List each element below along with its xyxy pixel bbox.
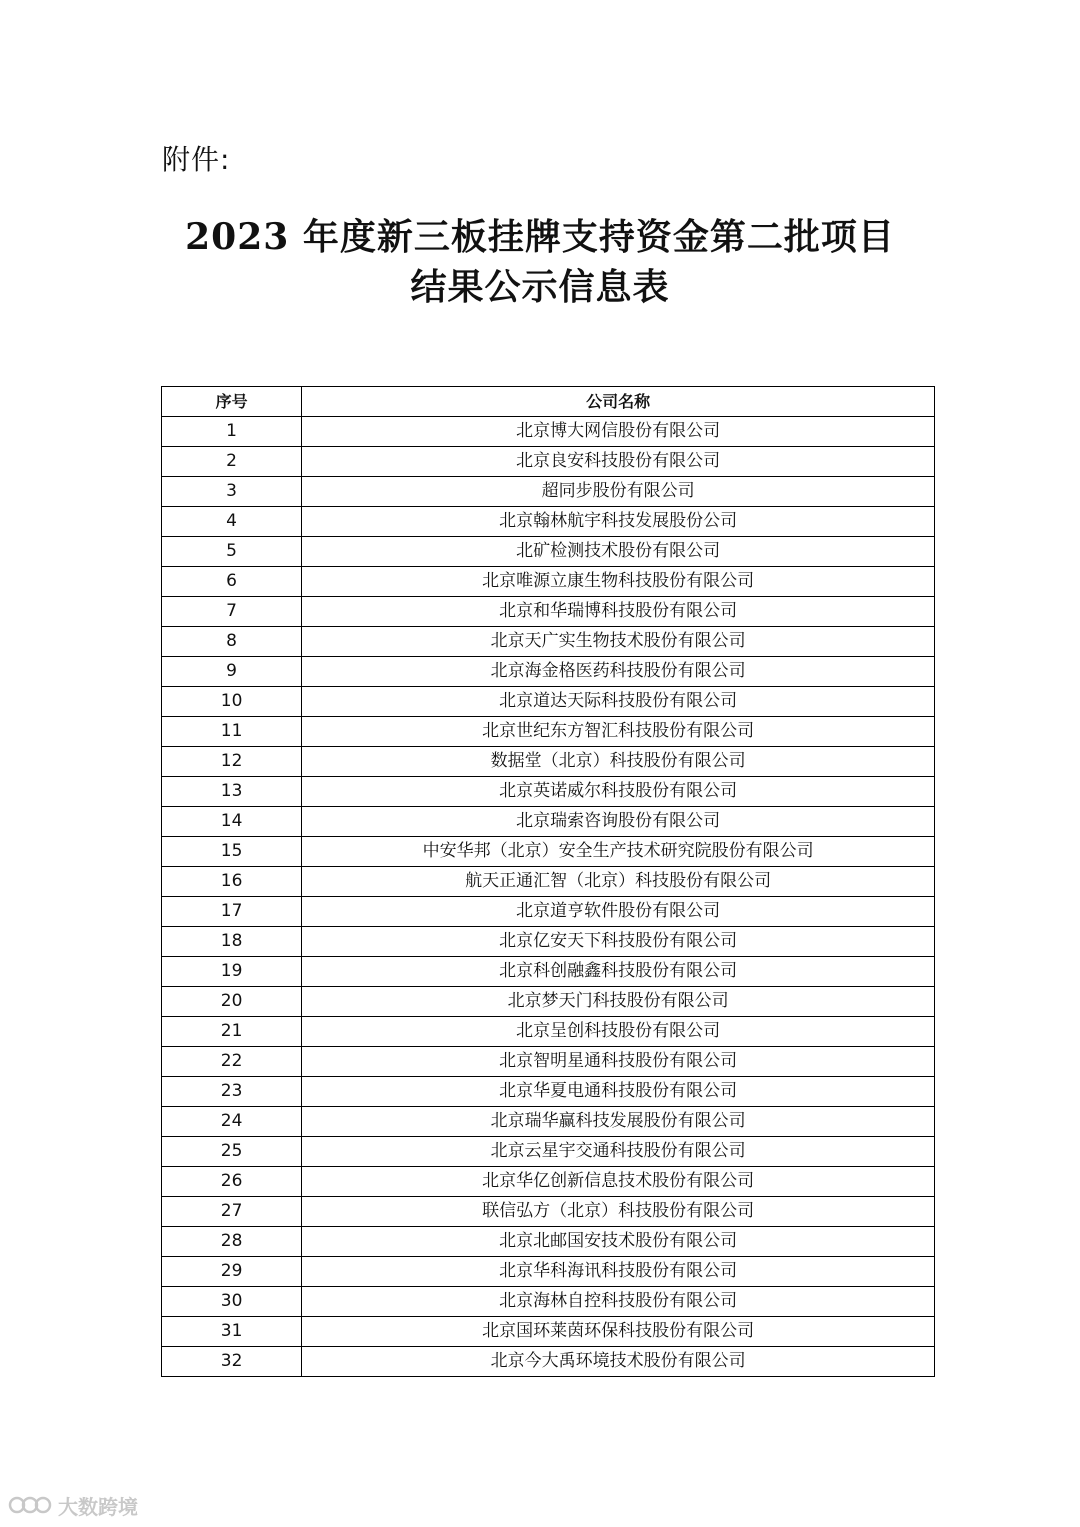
table-row [162, 1017, 935, 1047]
row-company-name: 中安华邦（北京）安全生产技术研究院股份有限公司 [302, 837, 935, 867]
table-row [162, 687, 935, 717]
row-company-name: 北京道达天际科技股份有限公司 [302, 687, 935, 717]
row-seq: 1 [162, 417, 302, 447]
table-row [162, 1107, 935, 1137]
table-row [162, 747, 935, 777]
table-row [162, 1347, 935, 1377]
table-row [162, 507, 935, 537]
row-company-name: 数据堂（北京）科技股份有限公司 [302, 747, 935, 777]
row-company-name: 北京亿安天下科技股份有限公司 [302, 927, 935, 957]
row-company-name: 北京良安科技股份有限公司 [302, 447, 935, 477]
table-row [162, 927, 935, 957]
row-seq: 3 [162, 477, 302, 507]
table-row [162, 987, 935, 1017]
row-seq: 26 [162, 1167, 302, 1197]
row-seq: 9 [162, 657, 302, 687]
table-row [162, 717, 935, 747]
row-company-name: 北京和华瑞博科技股份有限公司 [302, 597, 935, 627]
document-title-line-2: 结果公示信息表 [410, 266, 670, 308]
row-company-name: 北京华亿创新信息技术股份有限公司 [302, 1167, 935, 1197]
watermark [8, 1490, 138, 1520]
table-row [162, 1077, 935, 1107]
row-seq: 10 [162, 687, 302, 717]
row-company-name: 北京海林自控科技股份有限公司 [302, 1287, 935, 1317]
row-seq: 8 [162, 627, 302, 657]
row-company-name: 北京梦天门科技股份有限公司 [302, 987, 935, 1017]
table-row [162, 1197, 935, 1227]
table-row [162, 1137, 935, 1167]
table-row [162, 567, 935, 597]
header-company-name: 公司名称 [302, 387, 935, 417]
row-company-name: 北京英诺威尔科技股份有限公司 [302, 777, 935, 807]
row-seq: 6 [162, 567, 302, 597]
row-seq: 7 [162, 597, 302, 627]
row-company-name: 北京世纪东方智汇科技股份有限公司 [302, 717, 935, 747]
row-seq: 2 [162, 447, 302, 477]
row-company-name: 北京呈创科技股份有限公司 [302, 1017, 935, 1047]
row-seq: 21 [162, 1017, 302, 1047]
table-row [162, 777, 935, 807]
table-row [162, 477, 935, 507]
header-seq: 序号 [162, 387, 302, 417]
row-company-name: 北京国环莱茵环保科技股份有限公司 [302, 1317, 935, 1347]
row-company-name: 超同步股份有限公司 [302, 477, 935, 507]
row-seq: 11 [162, 717, 302, 747]
row-seq: 25 [162, 1137, 302, 1167]
watermark-text: 大数跨境 [58, 1494, 138, 1519]
table-row [162, 657, 935, 687]
table-row [162, 957, 935, 987]
row-company-name: 北京唯源立康生物科技股份有限公司 [302, 567, 935, 597]
row-company-name: 北京瑞索咨询股份有限公司 [302, 807, 935, 837]
row-seq: 12 [162, 747, 302, 777]
row-seq: 19 [162, 957, 302, 987]
row-company-name: 北京科创融鑫科技股份有限公司 [302, 957, 935, 987]
row-company-name: 北京海金格医药科技股份有限公司 [302, 657, 935, 687]
table-row [162, 1227, 935, 1257]
table-row [162, 837, 935, 867]
row-seq: 30 [162, 1287, 302, 1317]
row-seq: 23 [162, 1077, 302, 1107]
row-seq: 28 [162, 1227, 302, 1257]
row-company-name: 北京天广实生物技术股份有限公司 [302, 627, 935, 657]
brand-logo-icon [8, 1493, 52, 1517]
table-row [162, 867, 935, 897]
table-row [162, 1287, 935, 1317]
row-company-name: 北京云星宇交通科技股份有限公司 [302, 1137, 935, 1167]
table-row [162, 597, 935, 627]
table-row [162, 417, 935, 447]
company-list-table [161, 386, 935, 1377]
row-seq: 29 [162, 1257, 302, 1287]
row-seq: 20 [162, 987, 302, 1017]
row-seq: 16 [162, 867, 302, 897]
table-row [162, 447, 935, 477]
row-seq: 32 [162, 1347, 302, 1377]
row-seq: 18 [162, 927, 302, 957]
row-seq: 31 [162, 1317, 302, 1347]
row-company-name: 航天正通汇智（北京）科技股份有限公司 [302, 867, 935, 897]
row-company-name: 北京翰林航宇科技发展股份公司 [302, 507, 935, 537]
row-seq: 22 [162, 1047, 302, 1077]
table-header-row [162, 387, 935, 417]
table-row [162, 807, 935, 837]
table-row [162, 1167, 935, 1197]
row-seq: 27 [162, 1197, 302, 1227]
row-company-name: 北京瑞华赢科技发展股份有限公司 [302, 1107, 935, 1137]
row-seq: 24 [162, 1107, 302, 1137]
table-row [162, 537, 935, 567]
row-seq: 13 [162, 777, 302, 807]
row-company-name: 北京道亨软件股份有限公司 [302, 897, 935, 927]
row-seq: 17 [162, 897, 302, 927]
document-title-line-1: 2023 年度新三板挂牌支持资金第二批项目 [185, 216, 895, 258]
row-company-name: 北京北邮国安技术股份有限公司 [302, 1227, 935, 1257]
row-company-name: 北京华科海讯科技股份有限公司 [302, 1257, 935, 1287]
attachment-label: 附件: [162, 143, 231, 176]
table-row [162, 627, 935, 657]
row-company-name: 联信弘方（北京）科技股份有限公司 [302, 1197, 935, 1227]
row-seq: 5 [162, 537, 302, 567]
row-company-name: 北京华夏电通科技股份有限公司 [302, 1077, 935, 1107]
table-row [162, 897, 935, 927]
row-company-name: 北京博大网信股份有限公司 [302, 417, 935, 447]
table-row [162, 1257, 935, 1287]
row-seq: 14 [162, 807, 302, 837]
table-row [162, 1317, 935, 1347]
row-company-name: 北矿检测技术股份有限公司 [302, 537, 935, 567]
row-company-name: 北京智明星通科技股份有限公司 [302, 1047, 935, 1077]
row-company-name: 北京今大禹环境技术股份有限公司 [302, 1347, 935, 1377]
row-seq: 15 [162, 837, 302, 867]
table-row [162, 1047, 935, 1077]
row-seq: 4 [162, 507, 302, 537]
table-body [162, 417, 935, 1377]
